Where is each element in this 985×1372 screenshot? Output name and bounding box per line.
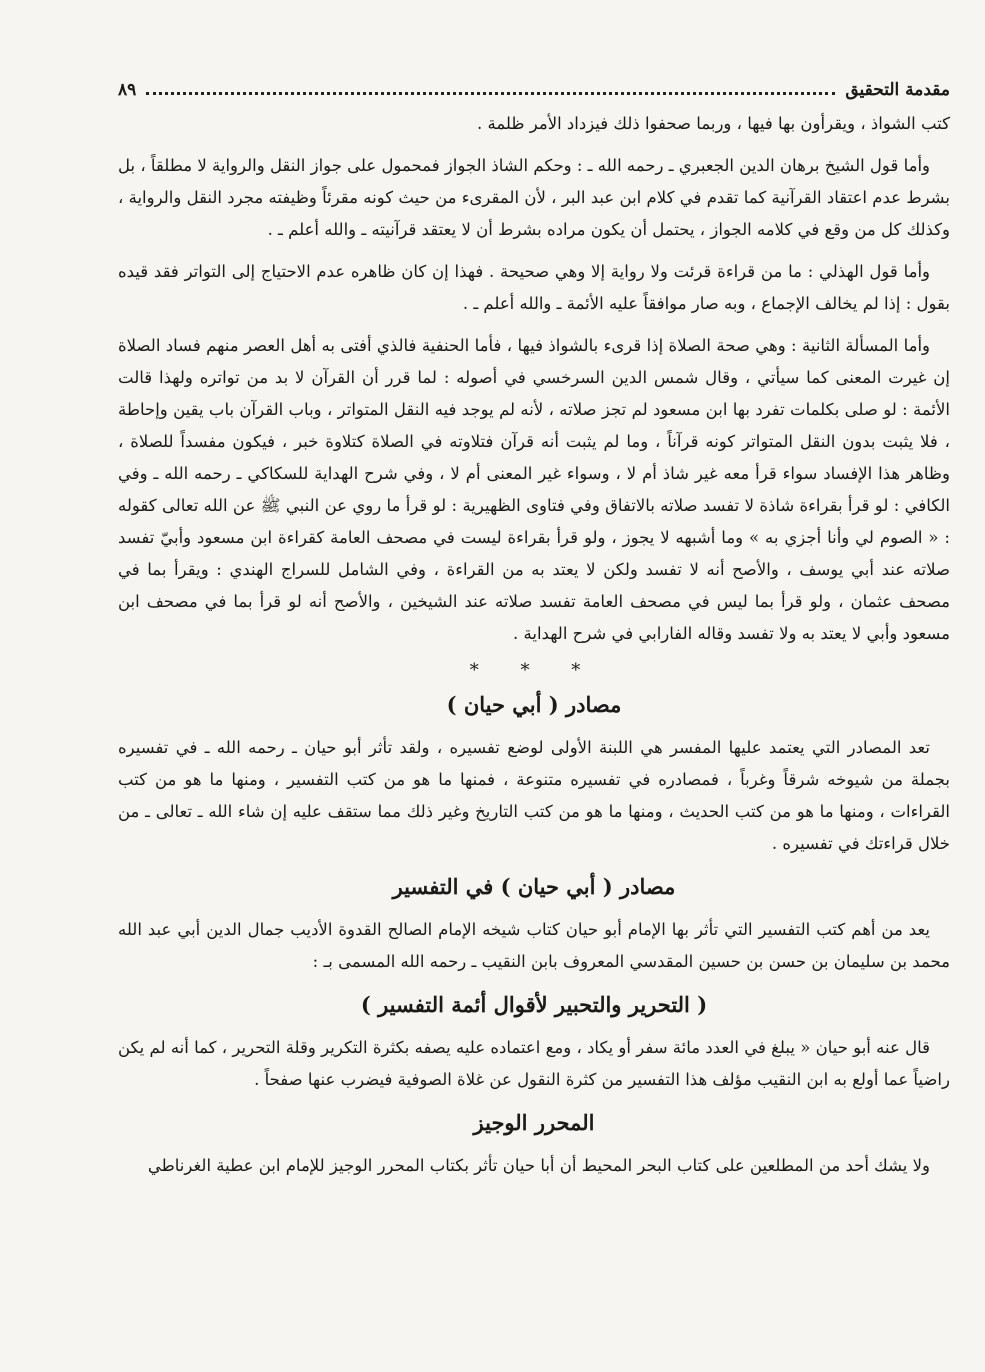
paragraph-tafsir: يعد من أهم كتب التفسير التي تأثر بها الإمام أبو حيان كتاب شيخه الإمام الصالح القدوة الأديب جمال الدين أبي عبد الله محمد بن سليمان بن حسن بن حسين المقدسي المعروف بابن النقيب ـ رحمه الله المسمى بـ : (118, 920, 950, 971)
heading-sources: مصادر ( أبي حيان ) (446, 692, 622, 717)
paragraph-muharrar: ولا يشك أحد من المطلعين على كتاب البحر المحيط أن أبا حيان تأثر بكتاب المحرر الوجيز للإمام ابن عطية الغرناطي (147, 1156, 930, 1175)
paragraph-second-issue: وأما المسألة الثانية : وهي صحة الصلاة إذا قرىء بالشواذ فيها ، فأما الحنفية فالذي أفتى به أهل العصر منهم فساد الصلاة إن غيرت المعنى كما سيأتي ، وقال شمس الدين السرخسي في أصوله : لما قرر أن القرآن لا بد من تواتره ولهذا قالت الأئمة : لو صلى بكلمات تفرد بها ابن مسعود لم تجز صلاته ، لأنه لم يوجد فيه النقل المتواتر ، وباب القرآن باب يقين وإحاطة ، فلا يثبت بدون النقل المتواتر كونه قرآناً ، وما لم يثبت أنه قرآن فتلاوته في الصلاة كتلاوة خبر ، فيكون مفسداً للصلاة ، وظاهر هذا الإفساد سواء قرأ معه غير شاذ أم لا ، وسواء غير المعنى أم لا ، وفي شرح الهداية للسكاكي ـ رحمه الله ـ وفي الكافي : لو قرأ بقراءة شاذة لا تفسد صلاته بالاتفاق وفي فتاوى الظهيرية : لو قرأ ما روي عن النبي ﷺ عن الله تعالى كقوله : « الصوم لي وأنا أجزي به » وما أشبهه لا يجوز ، ولو قرأ بقراءة ليست في مصحف العامة كقراءة ابن مسعود وأبيّ تفسد صلاته عند أبي يوسف ، والأصح أنه لا تفسد ولكن لا يعتد به من القراءة ، وفي الشامل للسراج الهندي : ويقرأ بما في مصحف عثمان ، ولو قرأ بما ليس في مصحف العامة تفسد صلاته عند الشيخين ، والأصح أنه لو قرأ بما في مصحف ابن مسعود وأبي لا يعتد به ولا تفسد وقاله الفارابي في شرح الهداية . (118, 336, 950, 643)
page-number: ٨٩ (118, 80, 137, 100)
heading-tafsir-sources: مصادر ( أبي حيان ) في التفسير (392, 874, 676, 899)
paragraph-jabari: وأما قول الشيخ برهان الدين الجعبري ـ رحمه الله ـ : وحكم الشاذ الجواز فمحمول على جواز النقل والرواية لا مطلقاً ، بل بشرط عدم اعتقاد القرآنية كما تقدم في كلام ابن عبد البر ، لأن المقرىء من حيث كونه مقرئاً وظيفته مجرد النقل والرواية ، وكذلك كل من وقع في كلامه الجواز ، يحتمل أن يكون مراده بشرط أن لا يعتقد قرآنيته ـ والله أعلم ـ . (118, 156, 950, 239)
running-header (118, 80, 950, 100)
paragraph-continuation: كتب الشواذ ، ويقرأون بها فيها ، وربما صحفوا ذلك فيزداد الأمر ظلمة . (477, 114, 950, 133)
page-content (118, 80, 950, 1192)
paragraph-tahrir: قال عنه أبو حيان « يبلغ في العدد مائة سفر أو يكاد ، ومع اعتماده عليه يصفه بكثرة التكرير وقلة التحرير ، كما أنه لم يكن راضياً عما أولع به ابن النقيب مؤلف هذا التفسير من كثرة النقول عن غلاة الصوفية فيضرب عنها صفحاً . (118, 1038, 950, 1089)
heading-muharrar: المحرر الوجيز (473, 1110, 595, 1135)
heading-tahrir: ( التحرير والتحبير لأقوال أئمة التفسير ) (360, 992, 708, 1017)
paragraph-sources: تعد المصادر التي يعتمد عليها المفسر هي اللبنة الأولى لوضع تفسيره ، ولقد تأثر أبو حيان ـ رحمه الله ـ في تفسيره بجملة من شيوخه شرقاً وغرباً ، فمصادره في تفسيره متنوعة ، فمنها ما هو من كتب التفسير ، ومنها ما هو من كتب القراءات ، ومنها ما هو من كتب الحديث ، ومنها ما هو من كتب التاريخ وغير ذلك مما ستقف عليه إن شاء الله ـ تعالى ـ من خلال قراءتك في تفسيره . (118, 738, 950, 853)
section-separator: * * * (469, 660, 599, 681)
header-leader-dots (146, 92, 835, 95)
paragraph-hudhali: وأما قول الهذلي : ما من قراءة قرئت ولا رواية إلا وهي صحيحة . فهذا إن كان ظاهره عدم الاحتياج إلى التواتر فقد قيده بقول : إذا لم يخالف الإجماع ، وبه صار موافقاً عليه الأئمة ـ والله أعلم ـ . (118, 262, 950, 313)
header-title: مقدمة التحقيق (845, 80, 950, 100)
